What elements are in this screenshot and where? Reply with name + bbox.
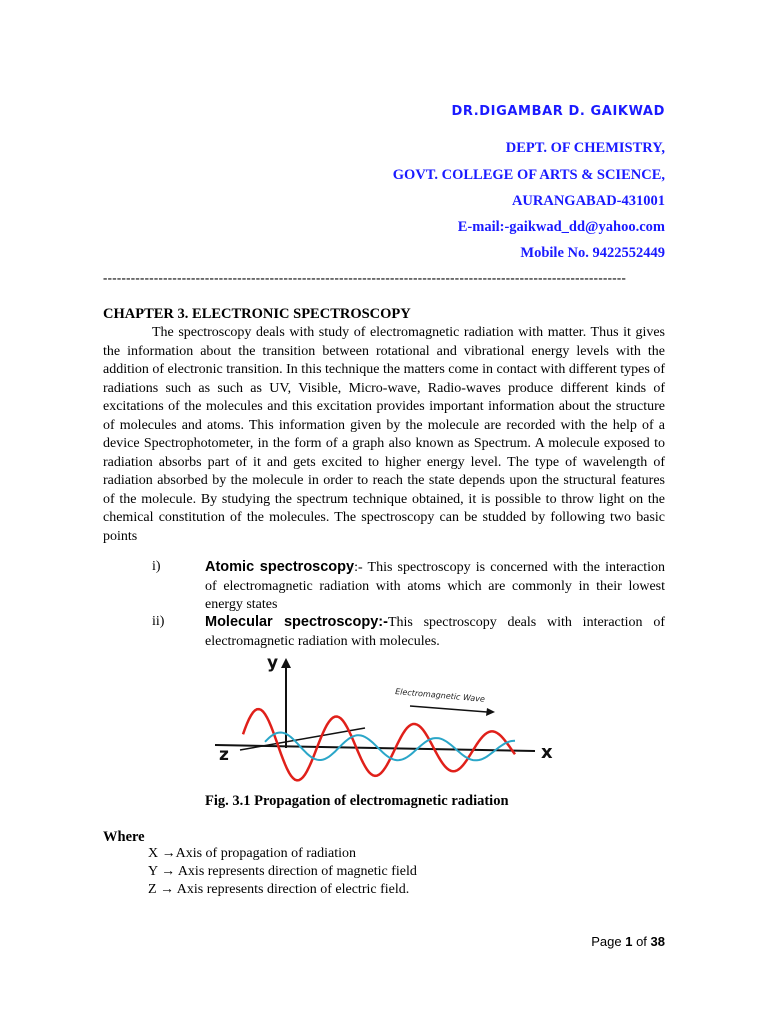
axis-definition-x: X →Axis of propagation of radiation (148, 846, 357, 861)
em-wave-figure (205, 648, 565, 783)
list-text (205, 613, 665, 651)
direction-arrow (410, 706, 487, 712)
figure-caption: Fig. 3.1 Propagation of electromagnetic radiation (205, 793, 509, 809)
y-axis-label: y (267, 653, 279, 673)
author-name: DR.DIGAMBAR D. GAIKWAD (451, 104, 665, 119)
chapter-title: CHAPTER 3. ELECTRONIC SPECTROSCOPY (103, 306, 411, 322)
x-axis-label: x (541, 742, 553, 763)
y-axis-arrow (281, 658, 291, 668)
email-address[interactable]: E-mail:-gaikwad_dd@yahoo.com (457, 219, 665, 235)
list-number: ii) (152, 614, 165, 629)
axis-definition-z: Z → Axis represents direction of electric field. (148, 882, 410, 897)
wave-label: Electromagnetic Wave (394, 687, 486, 704)
electric-field-wave (243, 709, 515, 780)
department: DEPT. OF CHEMISTRY, (505, 140, 665, 156)
direction-arrowhead (486, 708, 495, 716)
page-footer (591, 934, 665, 949)
z-axis-label: z (219, 745, 229, 765)
list-description: This spectroscopy deals with interaction of electromagnetic radiation with molecules. (205, 615, 665, 649)
list-text (205, 558, 665, 615)
college-name: GOVT. COLLEGE OF ARTS & SCIENCE, (392, 167, 665, 183)
current-page: 1 (625, 934, 633, 949)
mobile-number: Mobile No. 9422552449 (520, 245, 665, 261)
city-pincode: AURANGABAD-431001 (511, 193, 665, 209)
intro-paragraph (103, 324, 665, 546)
list-description: :- This spectroscopy is concerned with the interaction of electromagnetic radiation with atoms which are commonly in their lowest energy states (205, 560, 665, 612)
of-word: of (632, 934, 651, 949)
total-pages: 38 (650, 934, 665, 949)
where-heading: Where (103, 829, 145, 845)
intro-text: The spectroscopy deals with study of electromagnetic radiation with matter. Thus it gives the information about the transition between rotational and vibrational energy levels with the addition of electronic transition. In this technique the matters come in contact with different types of radiations such as such as UV, Visible, Micro-wave, Radio-waves produce different kinds of excitations of the molecules and this excitation provides important information about the structure of molecules and atoms. This information given by the molecule are recorded with the help of a device Spectrophotometer, in the form of a graph also known as Spectrum. A molecule exposed to radiation absorbs part of it and gets excited to higher energy level. The type of wavelength of radiation absorbed by the molecule in order to reach the state depends upon the structural features of the molecule. By studying the spectrum technique obtained, it is possible to throw light on the chemical constitution of the molecules. The spectroscopy can be studded by following two basic points (103, 325, 665, 544)
list-term: Molecular spectroscopy:- (205, 614, 388, 630)
list-number: i) (152, 559, 161, 574)
page-word: Page (591, 934, 626, 949)
list-term: Atomic spectroscopy (205, 559, 355, 575)
axis-definition-y: Y → Axis represents direction of magnetic field (148, 864, 417, 879)
header-divider: ----------------------------------------------------------------------------------------------------------------- (103, 270, 627, 285)
